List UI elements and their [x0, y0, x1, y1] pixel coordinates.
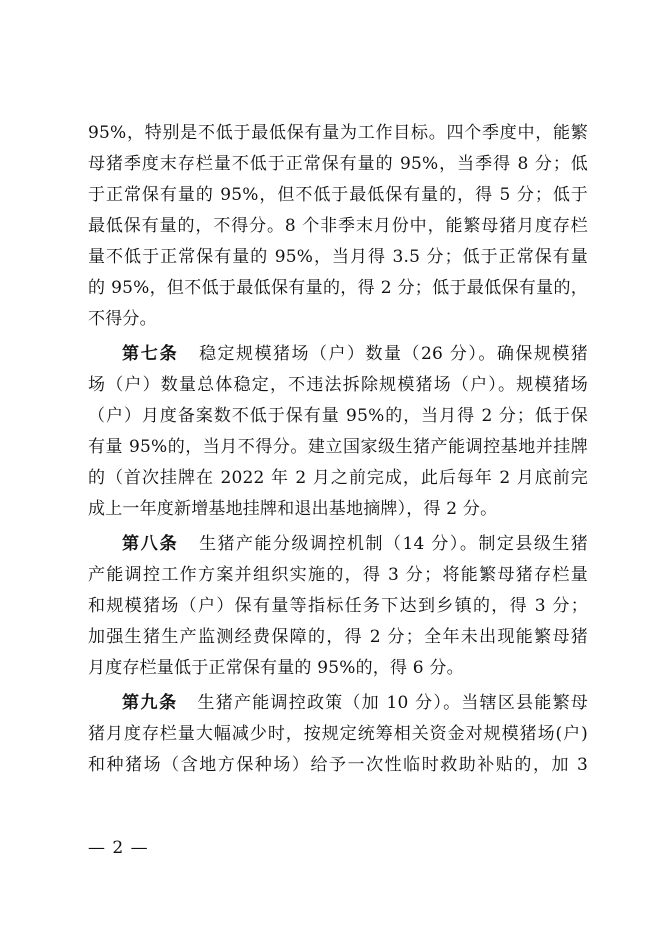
article-8	[88, 529, 588, 684]
article-heading: 第七条	[122, 344, 179, 364]
article-heading: 第九条	[122, 693, 178, 713]
text-line: 的 95%，但不低于最低保有量的，得 2 分；低于最低保有量的，	[88, 278, 588, 298]
text-line: 月度存栏量低于正常保有量的 95%的，得 6 分。	[88, 658, 464, 678]
text-line: （户）月度备案数不低于保有量 95%的，当月得 2 分；低于保	[88, 406, 588, 426]
text-line: 最低保有量的，不得分。8 个非季末月份中，能繁母猪月度存栏	[88, 216, 588, 236]
page-number: — 2 —	[88, 838, 149, 858]
text-line: 成上一年度新增基地挂牌和退出基地摘牌），得 2 分。	[88, 499, 498, 519]
text-line: 产能调控工作方案并组织实施的，得 3 分；将能繁母猪存栏量	[88, 565, 588, 585]
text-line: 和规模猪场（户）保有量等指标任务下达到乡镇的，得 3 分；	[88, 596, 588, 616]
text-line: 不得分。	[88, 309, 157, 329]
article-heading: 第八条	[122, 534, 179, 554]
text-line: 加强生猪生产监测经费保障的，得 2 分；全年未出现能繁母猪	[88, 627, 588, 647]
paragraph-intro	[88, 118, 588, 335]
text-line: 场（户）数量总体稳定，不违法拆除规模猪场（户）。规模猪场	[88, 375, 588, 395]
article-first-line	[88, 688, 588, 719]
text-line: 猪月度存栏量大幅减少时，按规定统筹相关资金对规模猪场(户)	[88, 724, 588, 744]
article-lead-text: 生猪产能分级调控机制（14 分）。制定县级生猪	[199, 534, 589, 554]
article-7	[88, 339, 588, 525]
text-line: 于正常保有量的 95%，但不低于最低保有量的，得 5 分；低于	[88, 185, 588, 205]
article-lead-text: 稳定规模猪场（户）数量（26 分）。确保规模猪	[199, 344, 589, 364]
article-lead-text: 生猪产能调控政策（加 10 分）。当辖区县能繁母	[197, 693, 588, 713]
article-first-line	[88, 339, 588, 370]
text-line: 和种猪场（含地方保种场）给予一次性临时救助补贴的，加 3	[88, 755, 588, 775]
text-line: 有量 95%的，当月不得分。建立国家级生猪产能调控基地并挂牌	[88, 437, 588, 457]
document-body	[88, 118, 588, 781]
article-first-line	[88, 529, 588, 560]
text-line: 量不低于正常保有量的 95%，当月得 3.5 分；低于正常保有量	[88, 247, 588, 267]
article-9	[88, 688, 588, 781]
text-line: 母猪季度末存栏量不低于正常保有量的 95%，当季得 8 分；低	[88, 154, 588, 174]
text-line: 95%，特别是不低于最低保有量为工作目标。四个季度中，能繁	[88, 123, 588, 143]
text-line: 的（首次挂牌在 2022 年 2 月之前完成，此后每年 2 月底前完	[88, 468, 588, 488]
